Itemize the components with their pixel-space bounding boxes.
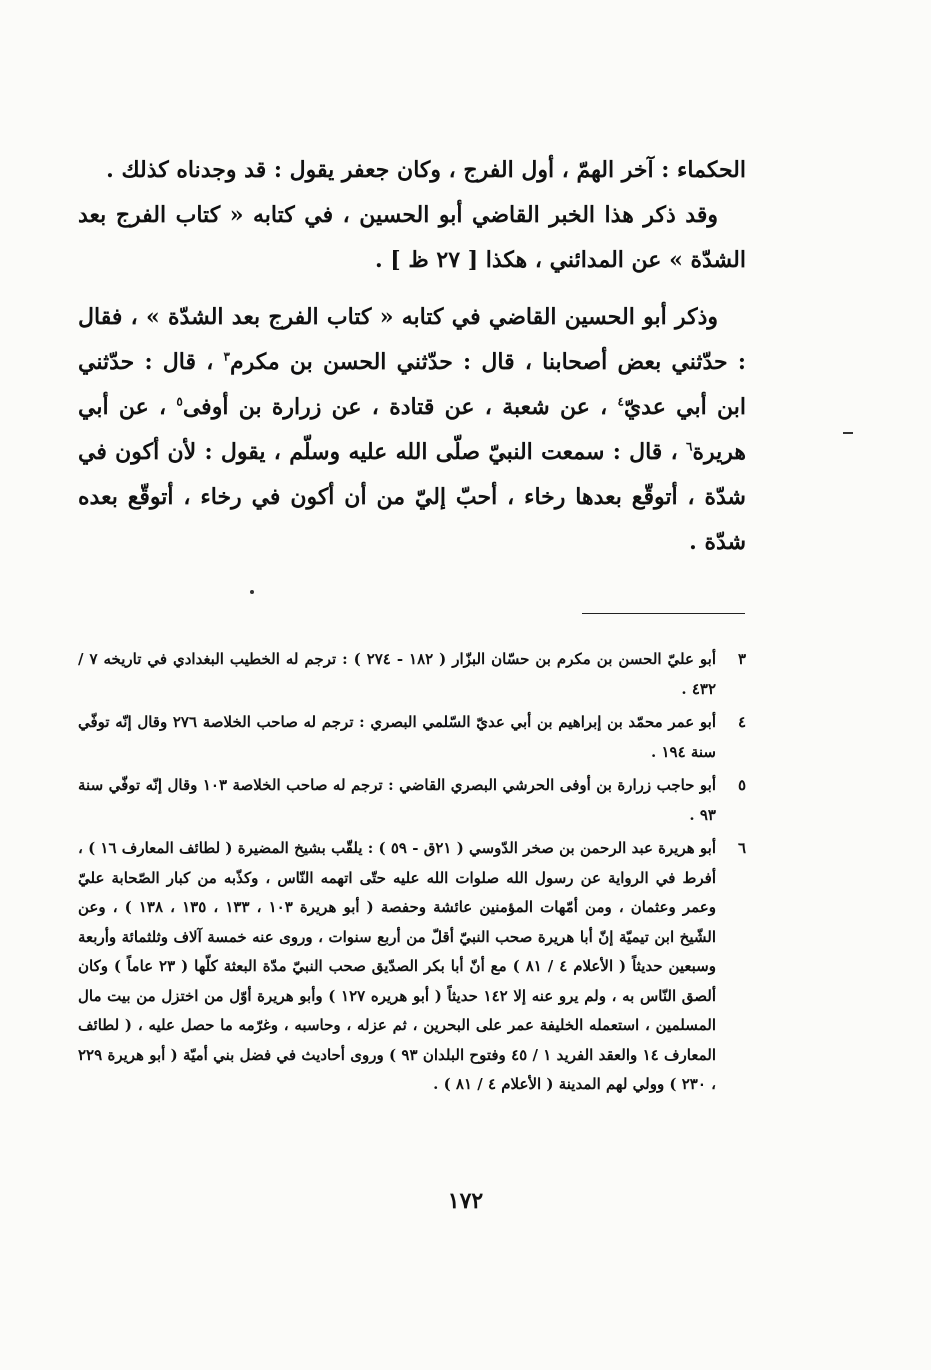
footnote <box>78 708 746 767</box>
paragraph-3 <box>78 295 746 565</box>
footnote-number: ٣ <box>737 650 746 668</box>
footnote <box>78 771 746 830</box>
footnote-ref-4: ٤ <box>617 394 624 409</box>
footnote-ref-6: ٦ <box>686 439 693 454</box>
paragraph-3-part-c: ، عن شعبة ، عن قتادة ، عن زرارة بن أوفى <box>182 394 608 420</box>
footnote-number: ٥ <box>737 776 746 794</box>
footnote-text: أبو هريرة عبد الرحمن بن صخر الدّوسي ( ٢١ق - ٥٩ ) : يلقّب بشيخ المضيرة ( لطائف المعارف ١٦ ) ، أفرط في الرواية عن رسول الله صلوات الله عليه حتّى اتهمه النّاس ، وكذّبه من كبار الصّحابة عليّ وعمر وعثمان ، ومن أمّهات المؤمنين عائشة وحفصة ( أبو هريرة ١٠٣ ، ١٣٣ ، ١٣٥ ، ١٣٨ ) ، وعن الشّيخ ابن تيميّة إنّ أبا هريرة صحب النبيّ أقلّ من أربع سنوات ، وروى عنه خمسة آلاف وثلثمائة وأربعة وسبعين حديثاً ( الأعلام ٤ / ٨١ ) مع أنّ أبا بكر الصدّيق صحب النبيّ مدّة البعثة كلّها ( ٢٣ عاماً ) وكان ألصق النّاس به ، ولم يرو عنه إلا ١٤٢ حديثاً ( أبو هريره ١٢٧ ) وأبو هريرة أوّل من اختزل من بيت مال المسلمين ، استعمله الخليفة عمر على البحرين ، ثم عزله ، وحاسبه ، وغرّمه ما حصل عليه ، ( لطائف المعارف ١٤ والعقد الفريد ١ / ٤٥ وفتوح البلدان ٩٣ ) وروى أحاديث في فضل بني أميّة ( أبو هريرة ٢٢٩ ، ٢٣٠ ) وولي لهم المدينة ( الأعلام ٤ / ٨١ ) . <box>78 839 717 1093</box>
footnote <box>78 834 746 1100</box>
footnote-ref-3: ٣ <box>223 349 230 364</box>
paragraph-2: وقد ذكر هذا الخبر القاضي أبو الحسين ، في كتابه « كتاب الفرج بعد الشدّة » عن المدائني ، هكذا [ ٢٧ ظ ] . <box>78 202 746 273</box>
scan-speck <box>843 432 853 434</box>
footnotes <box>78 645 746 1104</box>
scan-speck <box>250 590 254 594</box>
footnote-separator <box>582 613 745 614</box>
paragraph-3-part-d: ، عن أبي هريرة <box>78 394 746 465</box>
paragraph-3-part-b: ، قال : حدّثني ابن أبي عديّ <box>78 349 746 420</box>
footnote-text: أبو حاجب زرارة بن أوفى الحرشي البصري القاضي : ترجم له صاحب الخلاصة ١٠٣ وقال إنّه توفّي سنة ٩٣ . <box>78 776 717 824</box>
paragraph-gap <box>78 283 746 295</box>
footnote-text: أبو عليّ الحسن بن مكرم بن حسّان البزّار ( ١٨٢ - ٢٧٤ ) : ترجم له الخطيب البغدادي في تاريخه ٧ / ٤٣٢ . <box>78 650 716 698</box>
paragraph-1: الحكماء : آخر الهمّ ، أول الفرج ، وكان جعفر يقول : قد وجدناه كذلك . <box>106 157 746 183</box>
footnote-ref-5: ٥ <box>176 394 183 409</box>
footnote-text: أبو عمر محمّد بن إبراهيم بن أبي عديّ السّلمي البصري : ترجم له صاحب الخلاصة ٢٧٦ وقال إنّه توفّي سنة ١٩٤ . <box>78 713 717 761</box>
footnote <box>78 645 746 704</box>
page-number: ١٧٢ <box>447 1188 484 1214</box>
paragraph-3-part-a: وذكر أبو الحسين القاضي في كتابه « كتاب الفرج بعد الشدّة » ، فقال : حدّثني بعض أصحابنا ، قال : حدّثني الحسن بن مكرم <box>78 304 746 375</box>
paragraph-3-part-e: ، قال : سمعت النبيّ صلّى الله عليه وسلّم ، يقول : لأن أكون في شدّة ، أتوقّع بعدها رخاء ، أحبّ إليّ من أن أكون في رخاء ، أتوقّع بعده شدّة . <box>78 439 746 555</box>
footnote-number: ٤ <box>737 713 746 731</box>
footnote-number: ٦ <box>737 839 746 857</box>
main-text <box>78 148 746 565</box>
